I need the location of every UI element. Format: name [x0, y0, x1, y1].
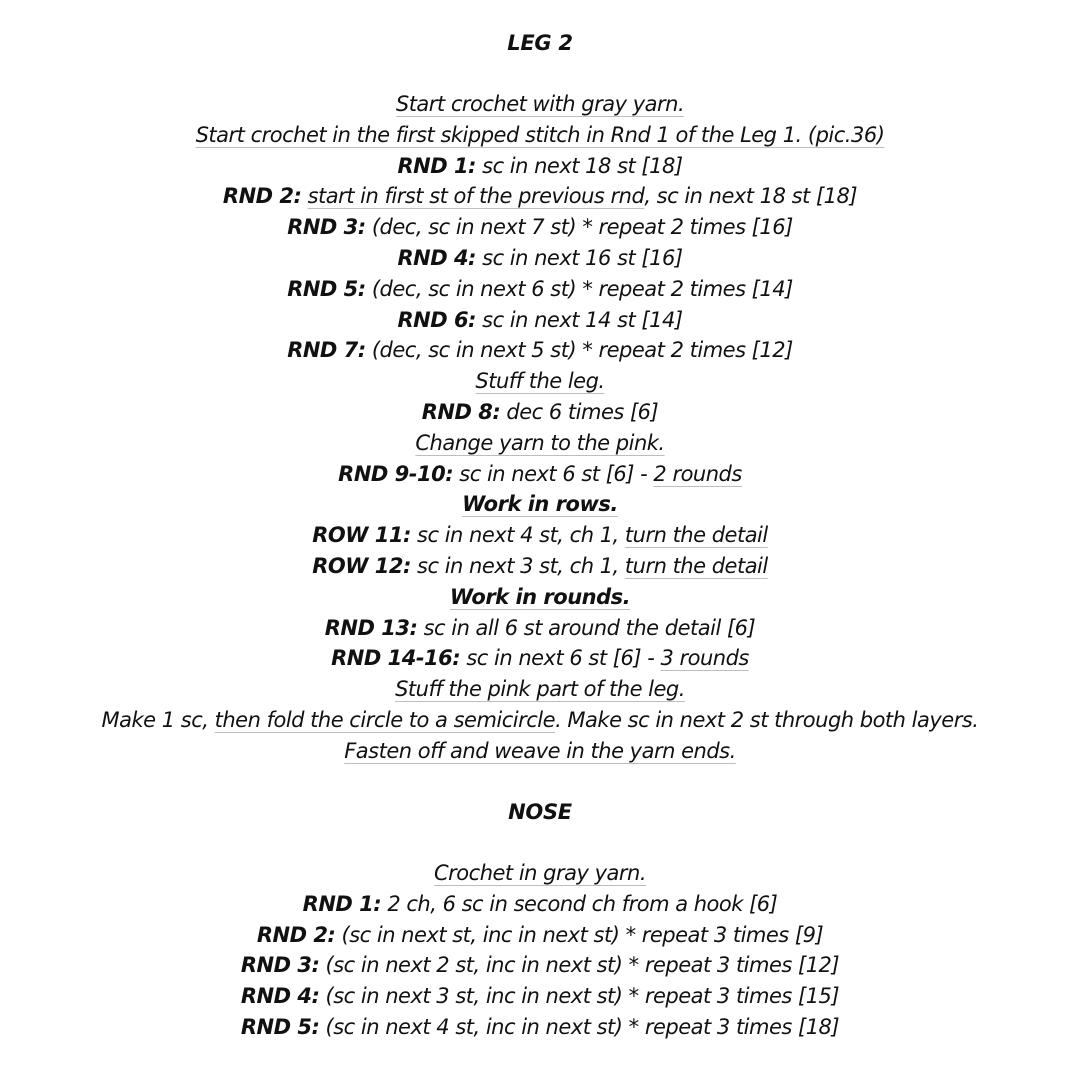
round-label: RND 2:: [222, 184, 302, 209]
round-label: RND 6:: [397, 307, 476, 332]
underlined-text: Work in rounds.: [449, 584, 631, 609]
leg2-instruction-line: [0, 274, 1080, 305]
round-label: RND 1:: [302, 891, 382, 916]
leg2-instruction-line: [0, 397, 1080, 428]
leg2-instruction-line: [0, 736, 1080, 767]
instruction-text: Make 1 sc,: [101, 707, 215, 732]
leg2-instruction-line: [0, 459, 1080, 490]
leg2-instructions: [0, 89, 1080, 767]
instruction-text: (dec, sc in next 7 st) * repeat 2 times [16]: [365, 215, 793, 240]
instruction-text: (dec, sc in next 5 st) * repeat 2 times [12]: [365, 338, 793, 363]
round-label: RND 14-16:: [331, 646, 461, 671]
leg2-instruction-line: [0, 520, 1080, 551]
instruction-text: (sc in next 2 st, inc in next st) * repeat 3 times [12]: [319, 953, 840, 978]
nose-instruction-line: [0, 981, 1080, 1012]
round-label: ROW 11:: [312, 523, 411, 548]
instruction-text: (sc in next 4 st, inc in next st) * repeat 3 times [18]: [319, 1014, 840, 1039]
nose-instructions: [0, 858, 1080, 1043]
leg2-instruction-line: [0, 613, 1080, 644]
leg2-instruction-line: [0, 181, 1080, 212]
underlined-text: 2 rounds: [653, 461, 742, 486]
underlined-text: Start crochet in the first skipped stitch in Rnd 1 of the Leg 1. (pic.36): [195, 122, 885, 147]
instruction-text: sc in next 14 st [14]: [475, 307, 683, 332]
underlined-text: Change yarn to the pink.: [415, 430, 665, 455]
nose-title: NOSE: [508, 800, 572, 824]
leg2-instruction-line: [0, 212, 1080, 243]
round-label: RND 1:: [397, 153, 476, 178]
nose-section: [0, 797, 1080, 1043]
leg2-section: [0, 28, 1080, 767]
underlined-text: start in first st of the previous rnd: [307, 184, 645, 209]
instruction-text: sc in next 6 st [6] -: [453, 461, 654, 486]
underlined-text: Stuff the leg.: [475, 369, 605, 394]
instruction-text: (dec, sc in next 6 st) * repeat 2 times [14]: [365, 276, 793, 301]
leg2-instruction-line: [0, 489, 1080, 520]
round-label: RND 4:: [397, 245, 476, 270]
leg2-instruction-line: [0, 551, 1080, 582]
instruction-text: (sc in next 3 st, inc in next st) * repeat 3 times [15]: [319, 984, 840, 1009]
leg2-instruction-line: [0, 643, 1080, 674]
instruction-text: (sc in next st, inc in next st) * repeat 3 times [9]: [335, 922, 824, 947]
instruction-text: , sc in next 18 st [18]: [644, 184, 858, 209]
leg2-instruction-line: [0, 335, 1080, 366]
underlined-text: Fasten off and weave in the yarn ends.: [344, 738, 736, 763]
round-label: RND 7:: [287, 338, 366, 363]
instruction-text: . Make sc in next 2 st through both layers.: [555, 707, 979, 732]
underlined-text: Crochet in gray yarn.: [434, 861, 646, 885]
round-label: RND 5:: [287, 276, 366, 301]
leg2-instruction-line: [0, 120, 1080, 151]
instruction-text: sc in next 4 st, ch 1,: [410, 523, 625, 548]
leg2-instruction-line: [0, 366, 1080, 397]
nose-instruction-line: [0, 889, 1080, 920]
underlined-text: then fold the circle to a semicircle: [214, 707, 556, 732]
underlined-text: turn the detail: [624, 553, 768, 578]
instruction-text: sc in next 6 st [6] -: [460, 646, 661, 671]
leg2-instruction-line: [0, 674, 1080, 705]
leg2-instruction-line: [0, 151, 1080, 182]
leg2-instruction-line: [0, 428, 1080, 459]
underlined-text: Start crochet with gray yarn.: [395, 92, 685, 116]
leg2-instruction-line: [0, 705, 1080, 736]
round-label: RND 9-10:: [338, 461, 454, 486]
instruction-text: sc in all 6 st around the detail [6]: [417, 615, 756, 640]
round-label: RND 3:: [240, 953, 320, 978]
underlined-text: Stuff the pink part of the leg.: [395, 677, 685, 702]
nose-instruction-line: [0, 950, 1080, 981]
round-label: RND 3:: [287, 215, 366, 240]
underlined-text: 3 rounds: [660, 646, 749, 671]
underlined-text: turn the detail: [624, 523, 768, 548]
leg2-instruction-line: [0, 305, 1080, 336]
instruction-text: dec 6 times [6]: [500, 399, 659, 424]
instruction-text: sc in next 3 st, ch 1,: [410, 553, 625, 578]
instruction-text: sc in next 16 st [16]: [475, 245, 683, 270]
leg2-instruction-line: [0, 89, 1080, 120]
leg2-instruction-line: [0, 582, 1080, 613]
leg2-instruction-line: [0, 243, 1080, 274]
instruction-text: 2 ch, 6 sc in second ch from a hook [6]: [381, 891, 778, 916]
nose-instruction-line: [0, 920, 1080, 951]
leg2-title: LEG 2: [507, 31, 573, 55]
instruction-text: sc in next 18 st [18]: [475, 153, 683, 178]
underlined-text: Work in rows.: [462, 492, 618, 517]
round-label: RND 5:: [240, 1014, 320, 1039]
round-label: RND 8:: [421, 399, 501, 424]
round-label: RND 2:: [256, 922, 336, 947]
nose-instruction-line: [0, 858, 1080, 889]
nose-instruction-line: [0, 1012, 1080, 1043]
round-label: RND 13:: [324, 615, 418, 640]
round-label: RND 4:: [240, 984, 320, 1009]
round-label: ROW 12:: [312, 553, 411, 578]
